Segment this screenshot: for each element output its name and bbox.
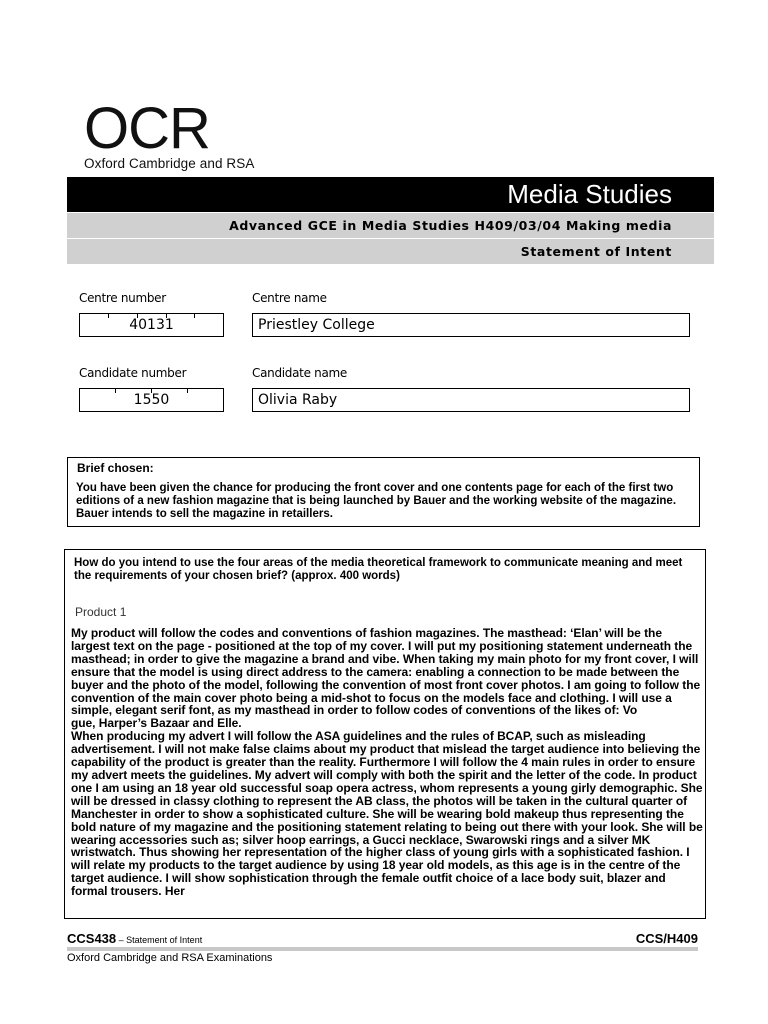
answer-paragraph: gue, Harper’s Bazaar and Elle. [71, 716, 242, 731]
centre-number-field[interactable] [79, 313, 224, 337]
centre-name-field[interactable] [252, 313, 690, 337]
course-title: Advanced GCE in Media Studies H409/03/04 Making media [229, 218, 672, 233]
centre-name-label: Centre name [252, 291, 327, 305]
candidate-name-field[interactable] [252, 388, 690, 412]
ocr-logo [84, 96, 255, 171]
candidate-name-label: Candidate name [252, 366, 347, 380]
page-title: Media Studies [507, 179, 672, 209]
answer-paragraph: When producing my advert I will follow the ASA guidelines and the rules of BCAP, such as misleading advertisement. I will not make false claims about my product that mislead the target audience into believing the capability of the product is greater than the reality. Furthermore I will follow the 4 main rules in order to ensure my advert meets the guidelines. My advert will comply with both the spirit and the letter of the code. In product one I am using an 18 year old successful soap opera actress, whom represents a young girly demographic. She will be dressed in classy clothing to represent the AB class, the photos will be taken in the cultural quarter of Manchester in order to show a sophisticated culture. She will be wearing bold makeup thus representing the bold nature of my magazine and the positioning statement relating to being out there with your look. She will be wearing accessories such as; silver hoop earrings, a Gucci necklace, Swarowski rings and a silver MK wristwatch. Thus showing her representation of the higher class of young girls with a sophisticated fashion. I will relate my products to the target audience by using 18 year old models, as this age is in the centre of the target audience. I will show sophistication through the female outfit choice of a lace body suit, blazer and formal trousers. Her [71, 729, 703, 899]
footer-divider [67, 947, 698, 951]
footer-desc: – Statement of Intent [116, 935, 203, 945]
title-bar [67, 177, 714, 212]
logo-subtitle: Oxford Cambridge and RSA [84, 156, 255, 171]
answer-paragraph: My product will follow the codes and conventions of fashion magazines. The masthead: ‘Elan’ will be the largest text on the page - positioned at the top of my cover. I will put my positioning statement underneath the masthead; in order to give the magazine a brand and vibe. When taking my main photo for my front cover, I will ensure that the model is using direct address to the camera: enabling a connection to be made between the buyer and the photo of the model, following the convention of most front cover photos. I am going to follow the convention of the main cover photo being a mid-shot to focus on the models face and clothing. I will use a simple, elegant serif font, as my masthead in order to follow codes of conventions of the likes of: Vo [71, 626, 701, 718]
product-label: Product 1 [75, 605, 127, 619]
brief-title: Brief chosen: [77, 461, 154, 475]
candidate-name-value: Olivia Raby [258, 392, 338, 408]
footer-right: CCS/H409 [635, 931, 698, 946]
centre-name-value: Priestley College [258, 317, 375, 333]
question-text: How do you intend to use the four areas of the media theoretical framework to communicate meaning and meet the requirements of your chosen brief? (approx. 400 words) [74, 557, 683, 582]
footer-org: Oxford Cambridge and RSA Examinations [67, 952, 273, 964]
logo-mark: OCR [84, 96, 210, 161]
course-bar [67, 213, 714, 238]
centre-number-value: 40131 [129, 317, 174, 333]
candidate-number-value: 1550 [133, 392, 170, 408]
answer-text [71, 627, 703, 898]
statement-box[interactable] [64, 549, 706, 919]
brief-box [67, 457, 700, 527]
section-bar [67, 239, 714, 264]
footer-code: CCS438 [67, 931, 117, 946]
footer-left [67, 931, 202, 946]
candidate-number-label: Candidate number [79, 366, 187, 380]
section-title: Statement of Intent [520, 244, 672, 259]
candidate-number-field[interactable] [79, 388, 224, 412]
brief-body: You have been given the chance for producing the front cover and one contents page for each of the first two editions of a new fashion magazine that is being launched by Bauer and the working website of the magazine. Bauer intends to sell the magazine in retaillers. [76, 482, 677, 520]
centre-number-label: Centre number [79, 291, 166, 305]
